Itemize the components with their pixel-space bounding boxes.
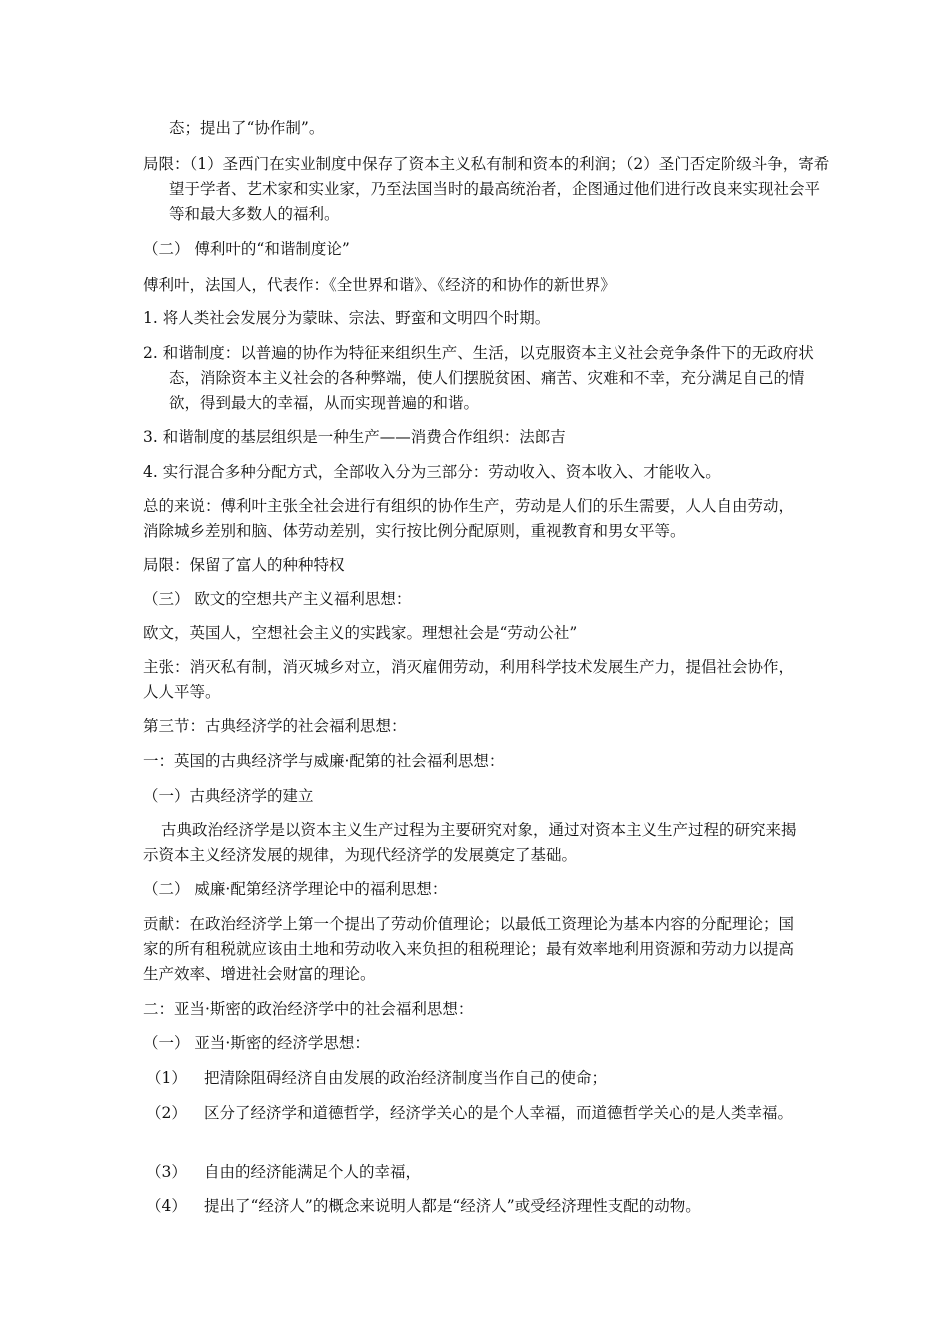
- chapter-heading-section-3: 第三节：古典经济学的社会福利思想：: [143, 717, 407, 735]
- list-item-number: （2）: [146, 1104, 187, 1122]
- paragraph-owen-intro: 欧文，英国人，空想社会主义的实践家。理想社会是“劳动公社”: [143, 624, 578, 642]
- list-item-2: 2. 和谐制度：以普遍的协作为特征来组织生产、生活，以克服资本主义社会竞争条件下的无政府状态，消除资本主义社会的各种弊端，使人们摆脱贫困、痛苦、灾难和不幸，充分满足自己的情欲，得到最大的幸福，从而实现普遍的和谐。: [143, 344, 814, 412]
- list-item-4: 4. 实行混合多种分配方式，全部收入分为三部分：劳动收入、资本收入、才能收入。: [143, 463, 721, 481]
- heading-part-two: 二：亚当·斯密的政治经济学中的社会福利思想：: [143, 1000, 474, 1018]
- list-item-text: 自由的经济能满足个人的幸福，: [204, 1163, 422, 1181]
- list-item-text: 把清除阻碍经济自由发展的政治经济制度当作自己的使命；: [204, 1069, 608, 1087]
- section-heading-classical: （一）古典经济学的建立: [143, 787, 314, 805]
- paragraph-limitations-saint-simon: 局限：（1）圣西门在实业制度中保存了资本主义私有制和资本的利润；（2）圣门否定阶级斗争，寄希望于学者、艺术家和实业家，乃至法国当时的最高统治者，企图通过他们进行改良来实现社会平等和最大多数人的福利。: [143, 155, 830, 223]
- list-item-text: 提出了“经济人”的概念来说明人都是“经济人”或受经济理性支配的动物。: [204, 1197, 701, 1215]
- list-item: [146, 1066, 808, 1091]
- heading-part-one: 一：英国的古典经济学与威廉·配第的社会福利思想：: [143, 752, 505, 770]
- list-item-number: （3）: [146, 1163, 187, 1181]
- section-heading-smith: （一） 亚当·斯密的经济学思想：: [143, 1034, 370, 1052]
- paragraph-classical-economics: 古典政治经济学是以资本主义生产过程为主要研究对象，通过对资本主义生产过程的研究来揭示资本主义经济发展的规律，为现代经济学的发展奠定了基础。: [143, 821, 797, 864]
- list-item-1: 1. 将人类社会发展分为蒙昧、宗法、野蛮和文明四个时期。: [143, 309, 551, 327]
- section-heading-petty: （二） 威廉·配第经济学理论中的福利思想：: [143, 880, 448, 898]
- list-item-number: （4）: [146, 1197, 187, 1215]
- paragraph-owen-claims: 主张：消灭私有制，消灭城乡对立，消灭雇佣劳动，利用科学技术发展生产力，提倡社会协作，人人平等。: [143, 658, 795, 701]
- list-item: [146, 1101, 808, 1126]
- list-item-text: 区分了经济学和道德哲学，经济学关心的是个人幸福，而道德哲学关心的是人类幸福。: [204, 1104, 794, 1122]
- paragraph-limitations-fourier: 局限：保留了富人的种种特权: [143, 556, 345, 574]
- paragraph-summary: 总的来说：傅利叶主张全社会进行有组织的协作生产，劳动是人们的乐生需要，人人自由劳动，消除城乡差别和脑、体劳动差别，实行按比例分配原则，重视教育和男女平等。: [143, 497, 795, 540]
- section-heading-fourier: （二） 傅利叶的“和谐制度论”: [143, 240, 350, 258]
- list-item-number: （1）: [146, 1069, 187, 1087]
- paragraph-continuation: 态；提出了“协作制”。: [169, 119, 325, 137]
- list-item-3: 3. 和谐制度的基层组织是一种生产——消费合作组织：法郎吉: [143, 428, 566, 446]
- list-item: [146, 1194, 808, 1219]
- paragraph-contributions: 贡献：在政治经济学上第一个提出了劳动价值理论；以最低工资理论为基本内容的分配理论；国家的所有租税就应该由土地和劳动收入来负担的租税理论；最有效率地利用资源和劳动力以提高生产效率、增进社会财富的理论。: [143, 915, 795, 983]
- section-heading-owen: （三） 欧文的空想共产主义福利思想：: [143, 590, 412, 608]
- list-item: [146, 1160, 808, 1185]
- paragraph-fourier-intro: 傅利叶，法国人，代表作：《全世界和谐》、《经济的和协作的新世界》: [143, 276, 616, 294]
